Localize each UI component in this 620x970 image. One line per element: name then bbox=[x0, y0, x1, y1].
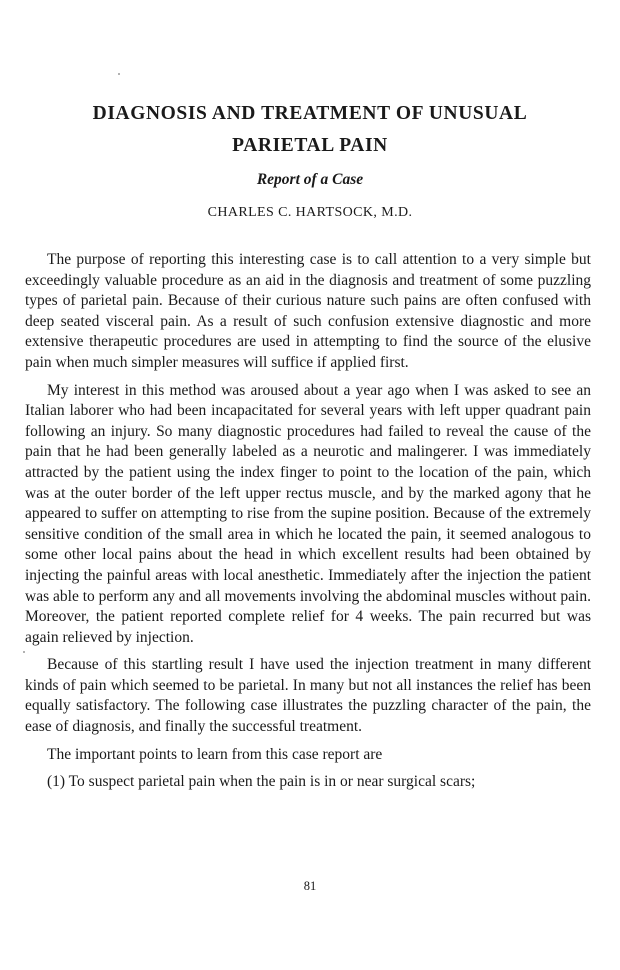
print-speck bbox=[118, 73, 120, 75]
article-author: CHARLES C. HARTSOCK, M.D. bbox=[207, 205, 413, 220]
article-title-line-1: DIAGNOSIS AND TREATMENT OF UNUSUAL bbox=[92, 103, 528, 124]
body-paragraph-5: (1) To suspect parietal pain when the pain is in or near surgical scars; bbox=[47, 773, 476, 791]
article-subtitle: Report of a Case bbox=[256, 171, 364, 188]
article-body bbox=[25, 250, 591, 800]
body-paragraph-4: The important points to learn from this case report are bbox=[47, 745, 383, 763]
body-paragraph-2: My interest in this method was aroused about a year ago when I was asked to see an Italian laborer who had been incapacitated for several years with left upper quadrant pain following an injury. So many diagnostic procedures had failed to reveal the cause of the pain that he had been generally labeled as a neurotic and malingerer. I was immediately attracted by the patient using the index finger to point to the location of the pain, which was at the outer border of the left upper rectus muscle, and by the marked agony that he appeared to suffer on attempting to rise from the supine position. Because of the extremely sensitive condition of the small area in which he located the pain, it seemed analogous to some other local pains about the head in which excellent results had been obtained by injecting the painful areas with local anesthetic. Immediately after the injection the patient was able to perform any and all movements involving the abdominal muscles without pain. Moreover, the patient reported complete relief for 4 weeks. The pain recurred but was again relieved by injection. bbox=[25, 381, 591, 646]
body-paragraph-3: Because of this startling result I have used the injection treatment in many different kinds of pain which seemed to be parietal. In many but not all instances the relief has been equally satisfactory. The following case illustrates the puzzling character of the pain, the ease of diagnosis, and finally the successful treatment. bbox=[25, 656, 591, 736]
article-title-line-2: PARIETAL PAIN bbox=[232, 135, 388, 156]
page-number: 81 bbox=[303, 879, 317, 893]
body-paragraph-1: The purpose of reporting this interesting case is to call attention to a very simple but exceedingly valuable procedure as an aid in the diagnosis and treatment of some puzzling types of parietal pain. Because of their curious nature such pains are often confused with deep seated visceral pain. As a result of such confusion extensive diagnostic and more extensive therapeutic procedures are used in attempting to find the source of the elusive pain when much simpler measures will suffice if applied first. bbox=[25, 251, 591, 371]
